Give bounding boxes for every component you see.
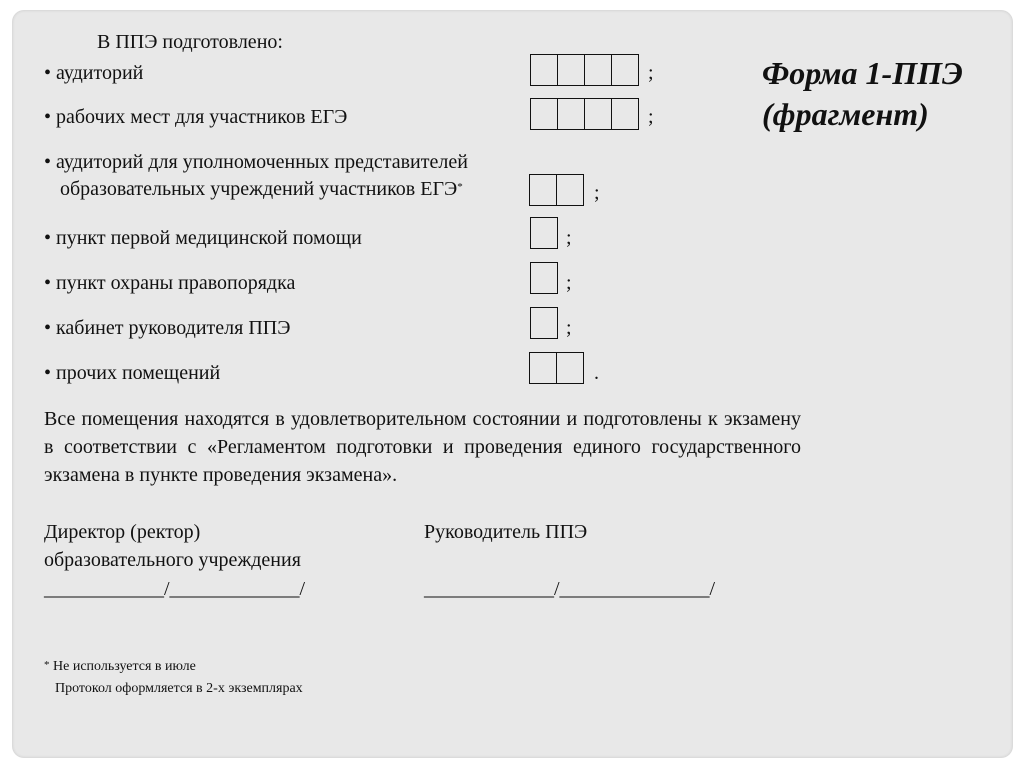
item-police-box[interactable] xyxy=(530,262,558,294)
intro-text: В ППЭ подготовлено: xyxy=(97,31,283,53)
digit-cell[interactable] xyxy=(557,98,585,130)
item-representatives-label-line2: образовательных учреждений участников ЕГЭ* xyxy=(60,178,463,200)
item-medical-label: • пункт первой медицинской помощи xyxy=(44,227,362,249)
item-auditoriums-label: • аудиторий xyxy=(44,62,144,84)
item-medical-box[interactable] xyxy=(530,217,558,249)
separator: . xyxy=(594,362,599,384)
item-other-rooms-label: • прочих помещений xyxy=(44,362,221,384)
form-title: Форма 1-ППЭ xyxy=(762,55,963,91)
digit-cell[interactable] xyxy=(529,174,557,206)
footnote-2: Протокол оформляется в 2-х экземплярах xyxy=(55,681,303,696)
separator: ; xyxy=(648,106,654,128)
item-auditoriums-boxes[interactable] xyxy=(530,54,639,86)
digit-cell[interactable] xyxy=(530,98,558,130)
digit-cell[interactable] xyxy=(529,352,557,384)
form-subtitle: (фрагмент) xyxy=(762,96,929,132)
digit-cell[interactable] xyxy=(530,217,558,249)
item-representatives-boxes[interactable] xyxy=(529,174,584,206)
separator: ; xyxy=(566,227,572,249)
separator: ; xyxy=(566,317,572,339)
director-signature-line[interactable]: ____________/_____________/ xyxy=(44,578,306,600)
institution-label: образовательного учреждения xyxy=(44,549,301,571)
ppe-head-signature-line[interactable]: _____________/_______________/ xyxy=(424,578,716,600)
digit-cell[interactable] xyxy=(611,98,639,130)
item-police-label: • пункт охраны правопорядка xyxy=(44,272,296,294)
digit-cell[interactable] xyxy=(530,54,558,86)
digit-cell[interactable] xyxy=(611,54,639,86)
separator: ; xyxy=(648,62,654,84)
digit-cell[interactable] xyxy=(530,307,558,339)
digit-cell[interactable] xyxy=(557,54,585,86)
footnote-1: * Не используется в июле xyxy=(44,659,196,674)
director-label: Директор (ректор) xyxy=(44,521,201,543)
digit-cell[interactable] xyxy=(556,352,584,384)
separator: ; xyxy=(594,182,600,204)
digit-cell[interactable] xyxy=(584,54,612,86)
footnote-mark: * xyxy=(44,659,50,671)
item-workplaces-boxes[interactable] xyxy=(530,98,639,130)
separator: ; xyxy=(566,272,572,294)
item-representatives-label-line1: • аудиторий для уполномоченных представителей xyxy=(44,151,468,173)
digit-cell[interactable] xyxy=(584,98,612,130)
statement-paragraph: Все помещения находятся в удовлетворительном состоянии и подготовлены к экзамену в соответствии с «Регламентом подготовки и проведения единого государственного экзамена в пункте проведения экзамена». xyxy=(44,408,801,486)
item-head-office-label: • кабинет руководителя ППЭ xyxy=(44,317,291,339)
digit-cell[interactable] xyxy=(556,174,584,206)
item-head-office-box[interactable] xyxy=(530,307,558,339)
footnote-mark: * xyxy=(457,181,463,193)
item-workplaces-label: • рабочих мест для участников ЕГЭ xyxy=(44,106,348,128)
digit-cell[interactable] xyxy=(530,262,558,294)
item-other-rooms-boxes[interactable] xyxy=(529,352,584,384)
ppe-head-label: Руководитель ППЭ xyxy=(424,521,588,543)
